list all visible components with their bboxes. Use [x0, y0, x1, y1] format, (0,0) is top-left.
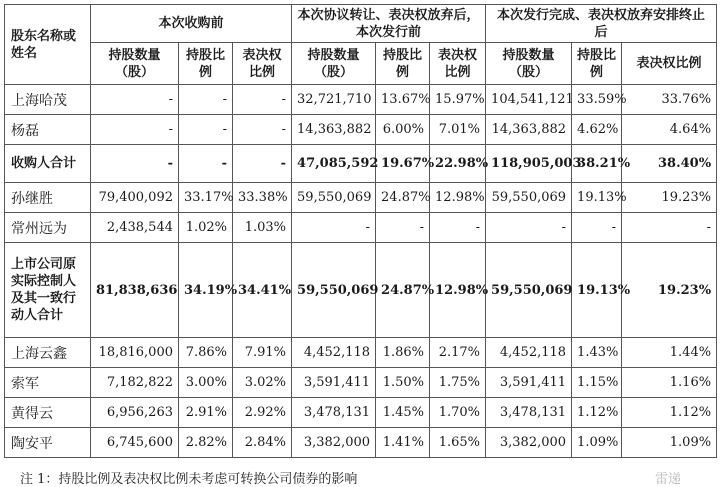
cell-value: 33.76% — [622, 85, 717, 115]
cell-value: 24.87% — [376, 183, 430, 213]
cell-value: 1.70% — [430, 398, 486, 428]
cell-value: 1.50% — [376, 368, 430, 398]
cell-value: 59,550,069 — [486, 183, 572, 213]
cell-value: - — [376, 213, 430, 243]
table-row — [5, 183, 717, 213]
cell-value: 2,438,544 — [91, 213, 179, 243]
cell-value: - — [430, 213, 486, 243]
subheader-shares: 持股数量（股） — [486, 43, 572, 85]
shareholder-name: 收购人合计 — [5, 145, 91, 183]
cell-value: - — [179, 115, 233, 145]
shareholder-name: 上海哈茂 — [5, 85, 91, 115]
cell-value: 59,550,069 — [292, 183, 376, 213]
watermark: 雷递 — [655, 472, 682, 487]
group-header-before: 本次收购前 — [91, 5, 292, 43]
group-header-after-transfer: 本次协议转让、表决权放弃后，本次发行前 — [292, 5, 486, 43]
cell-value: 1.15% — [572, 368, 622, 398]
cell-value: 1.44% — [622, 338, 717, 368]
cell-value: - — [233, 145, 292, 183]
subheader-ratio: 持股比例 — [376, 43, 430, 85]
cell-value: 4.62% — [572, 115, 622, 145]
cell-value: 3.00% — [179, 368, 233, 398]
cell-value: 4.64% — [622, 115, 717, 145]
table-row — [5, 145, 717, 183]
cell-value: 1.12% — [622, 398, 717, 428]
cell-value: 14,363,882 — [486, 115, 572, 145]
cell-value: 7.86% — [179, 338, 233, 368]
cell-value: 118,905,003 — [486, 145, 572, 183]
cell-value: 1.16% — [622, 368, 717, 398]
cell-value: 12.98% — [430, 243, 486, 338]
cell-value: - — [486, 213, 572, 243]
cell-value: 1.09% — [572, 428, 622, 458]
cell-value: - — [292, 213, 376, 243]
cell-value: - — [179, 85, 233, 115]
cell-value: 104,541,121 — [486, 85, 572, 115]
cell-value: 6,956,263 — [91, 398, 179, 428]
subheader-vote: 表决权比例 — [622, 43, 717, 85]
cell-value: 2.82% — [179, 428, 233, 458]
shareholder-name: 上市公司原实际控制人及其一致行动人合计 — [5, 243, 91, 338]
cell-value: 1.43% — [572, 338, 622, 368]
cell-value: 3,591,411 — [486, 368, 572, 398]
cell-value: 1.09% — [622, 428, 717, 458]
shareholder-name: 常州远为 — [5, 213, 91, 243]
table-row — [5, 213, 717, 243]
table-row — [5, 428, 717, 458]
shareholder-name: 杨磊 — [5, 115, 91, 145]
table-row — [5, 398, 717, 428]
cell-value: 3,382,000 — [292, 428, 376, 458]
table-row — [5, 368, 717, 398]
cell-value: 1.65% — [430, 428, 486, 458]
cell-value: 24.87% — [376, 243, 430, 338]
cell-value: 3,478,131 — [292, 398, 376, 428]
cell-value: - — [233, 115, 292, 145]
cell-value: 2.17% — [430, 338, 486, 368]
cell-value: 47,085,592 — [292, 145, 376, 183]
shareholder-name: 上海云鑫 — [5, 338, 91, 368]
cell-value: 81,838,636 — [91, 243, 179, 338]
cell-value: 6,745,600 — [91, 428, 179, 458]
cell-value: 18,816,000 — [91, 338, 179, 368]
cell-value: 4,452,118 — [486, 338, 572, 368]
cell-value: 1.75% — [430, 368, 486, 398]
subheader-shares: 持股数量（股） — [91, 43, 179, 85]
subheader-vote: 表决权比例 — [430, 43, 486, 85]
cell-value: 59,550,069 — [486, 243, 572, 338]
cell-value: 1.12% — [572, 398, 622, 428]
subheader-ratio: 持股比例 — [572, 43, 622, 85]
cell-value: 38.40% — [622, 145, 717, 183]
cell-value: 7.91% — [233, 338, 292, 368]
cell-value: 1.86% — [376, 338, 430, 368]
cell-value: 19.23% — [622, 243, 717, 338]
subheader-ratio: 持股比例 — [179, 43, 233, 85]
table-row — [5, 85, 717, 115]
cell-value: 14,363,882 — [292, 115, 376, 145]
cell-value: 33.17% — [179, 183, 233, 213]
cell-value: 38.21% — [572, 145, 622, 183]
cell-value: 7,182,822 — [91, 368, 179, 398]
cell-value: 3,382,000 — [486, 428, 572, 458]
cell-value: 1.45% — [376, 398, 430, 428]
cell-value: 22.98% — [430, 145, 486, 183]
col-header-name: 股东名称或姓名 — [5, 5, 91, 85]
cell-value: 2.92% — [233, 398, 292, 428]
cell-value: 12.98% — [430, 183, 486, 213]
shareholder-name: 孙继胜 — [5, 183, 91, 213]
shareholding-table — [4, 4, 717, 458]
table-row — [5, 243, 717, 338]
subheader-vote: 表决权比例 — [233, 43, 292, 85]
cell-value: 3,478,131 — [486, 398, 572, 428]
cell-value: 1.41% — [376, 428, 430, 458]
table-row — [5, 338, 717, 368]
cell-value: 1.03% — [233, 213, 292, 243]
cell-value: - — [91, 115, 179, 145]
cell-value: 6.00% — [376, 115, 430, 145]
subheader-shares: 持股数量（股） — [292, 43, 376, 85]
cell-value: - — [233, 85, 292, 115]
cell-value: - — [179, 145, 233, 183]
cell-value: - — [622, 213, 717, 243]
shareholder-name: 陶安平 — [5, 428, 91, 458]
cell-value: 19.23% — [622, 183, 717, 213]
cell-value: 33.38% — [233, 183, 292, 213]
cell-value: 3,591,411 — [292, 368, 376, 398]
cell-value: 32,721,710 — [292, 85, 376, 115]
shareholder-name: 黄得云 — [5, 398, 91, 428]
cell-value: 19.13% — [572, 243, 622, 338]
cell-value: 59,550,069 — [292, 243, 376, 338]
cell-value: 15.97% — [430, 85, 486, 115]
cell-value: 19.13% — [572, 183, 622, 213]
cell-value: 13.67% — [376, 85, 430, 115]
cell-value: 2.84% — [233, 428, 292, 458]
cell-value: 34.41% — [233, 243, 292, 338]
cell-value: 33.59% — [572, 85, 622, 115]
shareholder-name: 索军 — [5, 368, 91, 398]
cell-value: - — [572, 213, 622, 243]
cell-value: 4,452,118 — [292, 338, 376, 368]
cell-value: 34.19% — [179, 243, 233, 338]
table-note: 注 1：持股比例及表决权比例未考虑可转换公司债券的影响 — [20, 472, 358, 487]
cell-value: - — [91, 145, 179, 183]
cell-value: - — [91, 85, 179, 115]
cell-value: 3.02% — [233, 368, 292, 398]
cell-value: 2.91% — [179, 398, 233, 428]
table-row — [5, 115, 717, 145]
group-header-after-issuance: 本次发行完成、表决权放弃安排终止后 — [486, 5, 717, 43]
cell-value: 79,400,092 — [91, 183, 179, 213]
cell-value: 19.67% — [376, 145, 430, 183]
cell-value: 7.01% — [430, 115, 486, 145]
cell-value: 1.02% — [179, 213, 233, 243]
